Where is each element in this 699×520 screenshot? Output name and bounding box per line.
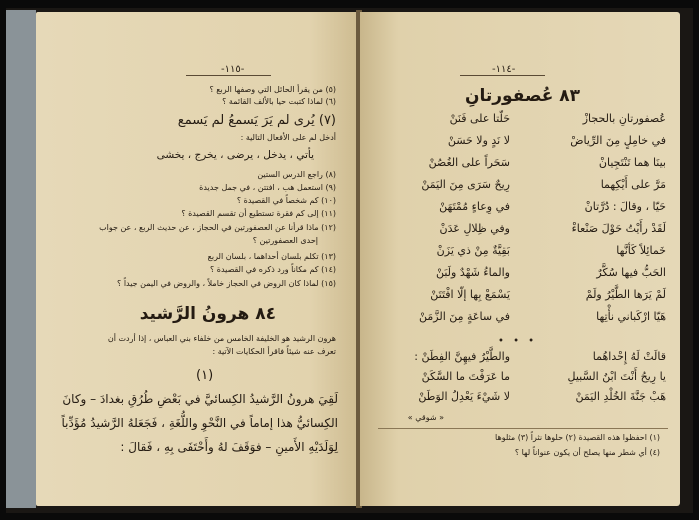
verbs-line: يأتي ، يدخل ، يرضى ، يخرج ، يخشى bbox=[156, 149, 314, 161]
poem-hemistich-first: عُصفورتانِ بالحجازْ bbox=[582, 112, 666, 125]
poem-hemistich-second: وفي ظِلالِ عَدَنْ bbox=[439, 222, 510, 235]
poem-hemistich-first: يا رِيحُ أَنْتَ ابْنُ السَّبيلِ bbox=[567, 370, 666, 383]
poem-hemistich-second: في وِعاءٍ مُمْتَهَنْ bbox=[439, 200, 510, 213]
poem-hemistich-second: ما عَرَفْتَ ما السَّكَنْ bbox=[421, 370, 510, 383]
intro-line: تعرف عنه شيئاً فاقرأ الحكايات الآتية : bbox=[212, 347, 336, 356]
question-line: (١٤) كم مكاناً ورد ذكره في القصيدة ؟ bbox=[209, 265, 336, 274]
right-page bbox=[360, 12, 680, 506]
author-credit: « شوقي » bbox=[407, 413, 444, 422]
footnote-rule bbox=[378, 428, 668, 429]
poem-hemistich-second: بَقِيَّةٌ مِنْ ذي يَزَنْ bbox=[436, 244, 510, 257]
poem-hemistich-first: خَمائِلاً كَأنَّها bbox=[616, 244, 666, 257]
cover-edge bbox=[6, 10, 36, 508]
story-line: الكِسائيُّ هذا إماماً في النَّحْوِ واللُّغَةِ ، فَجَعَلهُ الرَّشيدُ مُؤَدِّباً bbox=[61, 416, 338, 430]
question-line: (١٢) ماذا قرأنا عن العصفورتين في الحجاز ، عن حديث الربع ، عن جواب bbox=[99, 223, 336, 232]
question-line: (١٥) لماذا كان الروض في الحجاز خاملاً ، والروض في اليمن جيداً ؟ bbox=[117, 279, 336, 288]
section-number: (١) bbox=[196, 368, 214, 383]
poem-hemistich-second: لا نَدٍ ولا حَسَنْ bbox=[447, 134, 510, 147]
poem-hemistich-second: في ساعَةٍ مِنَ الزَّمَنْ bbox=[419, 310, 510, 323]
question-line: (٥) من يقرأ الحائل التي وصفها الربع ؟ bbox=[209, 85, 336, 94]
page-number: -١١٤- bbox=[492, 64, 516, 75]
lesson-title: ٨٣ عُصفورتانِ bbox=[464, 86, 580, 106]
poem-hemistich-first: هَبْ جَنَّةَ الخُلْدِ اليَمَنْ bbox=[575, 390, 666, 403]
question-line: (٨) راجع الدرس الستين bbox=[257, 170, 336, 179]
question-line: إحدى العصفورتين ؟ bbox=[252, 236, 318, 245]
exercise-line: (١) احفظوا هذه القصيدة (٢) حلوها نثراً (٣) مثلوها bbox=[495, 433, 660, 442]
exercise-line: (٤) أي شطر منها يصلح أن يكون عنواناً لها ؟ bbox=[514, 448, 660, 457]
poem-hemistich-second: رِيحٌ سَرَى مِنَ اليَمَنْ bbox=[421, 178, 510, 191]
poem-hemistich-second: يَسْمَعْ بِها إلّا افْتَتَنْ bbox=[430, 288, 510, 301]
poem-hemistich-first: لَقَدْ رأَيْتُ حَوْلَ صَنْعاءْ bbox=[571, 222, 666, 235]
poem-hemistich-first: بينَا هما تَنْتَجِيانْ bbox=[598, 156, 666, 169]
poem-hemistich-first: لَمْ يَرَها الطَّيْرُ ولَمْ bbox=[585, 288, 666, 301]
story-line: لِوَلَدَيْهِ الأَمينِ – فوَقَفَ لهُ وأَحْتَفَى بِهِ ، فَقالَ : bbox=[120, 440, 338, 454]
poem-hemistich-first: مَرَّ على أَيْكِهما bbox=[600, 178, 666, 191]
page-number: -١١٥- bbox=[221, 64, 245, 75]
intro-line: هرون الرشيد هو الخليفة الخامس من خلفاء بني العباس ، إذا أردت أن bbox=[107, 334, 336, 343]
poem-hemistich-second: سَحَراً على الغُصُنْ bbox=[428, 156, 510, 169]
poem-hemistich-second: حَلّتا على فَنَنْ bbox=[449, 112, 510, 125]
story-line: لَقِيَ هرونُ الرَّشيدُ الكِسائيَّ في بَعْضِ طُرُقِ بغدادَ – وكانَ bbox=[62, 392, 338, 406]
poem-hemistich-first: الحَبُّ فيها سُكَّرٌ bbox=[596, 266, 666, 279]
left-page bbox=[36, 12, 358, 506]
poem-hemistich-second: لا شَيْءَ يَعْدِلُ الوَطَنْ bbox=[418, 390, 510, 403]
question-line: (١٠) كم شخصاً في القصيدة ؟ bbox=[236, 196, 336, 205]
question-line: (٧) يُرى لم يَرَ يَسمعُ لم يَسمع bbox=[177, 113, 336, 128]
header-rule bbox=[186, 75, 271, 76]
instruction-line: أدخل لم على الأفعال التالية : bbox=[240, 133, 336, 142]
header-rule bbox=[460, 75, 545, 76]
separator-dots: • • • bbox=[498, 336, 538, 347]
poem-hemistich-first: حَيّا ، وقالَ : دُرَّتانْ bbox=[584, 200, 666, 213]
question-line: (٦) لماذا كتبت حيا بالألف القائمة ؟ bbox=[222, 97, 336, 106]
question-line: (١١) إلى كم فقرة تستطيع أن تقسم القصيدة ؟ bbox=[181, 209, 336, 218]
question-line: (٩) استعمل هب ، افتتن ، في جمل جديدة bbox=[199, 183, 336, 192]
poem-hemistich-second: والماءُ شَهْدٌ ولَبَنْ bbox=[435, 266, 510, 279]
poem-hemistich-first: قالَتْ لَهُ إِحْداهُما bbox=[592, 350, 666, 363]
poem-hemistich-first: في خامِلٍ مِنَ الرِّياضْ bbox=[570, 134, 666, 147]
poem-hemistich-second: والطَّيْرُ فيهِنَّ الفِطَنْ : bbox=[414, 350, 510, 363]
question-line: (١٣) تكلم بلسان أحداهما ، بلسان الربع bbox=[207, 252, 336, 261]
lesson-title: ٨٤ هرونُ الرَّشيد bbox=[139, 304, 276, 324]
poem-hemistich-first: هَيّا ارْكَباني نأْتِها bbox=[596, 310, 666, 323]
